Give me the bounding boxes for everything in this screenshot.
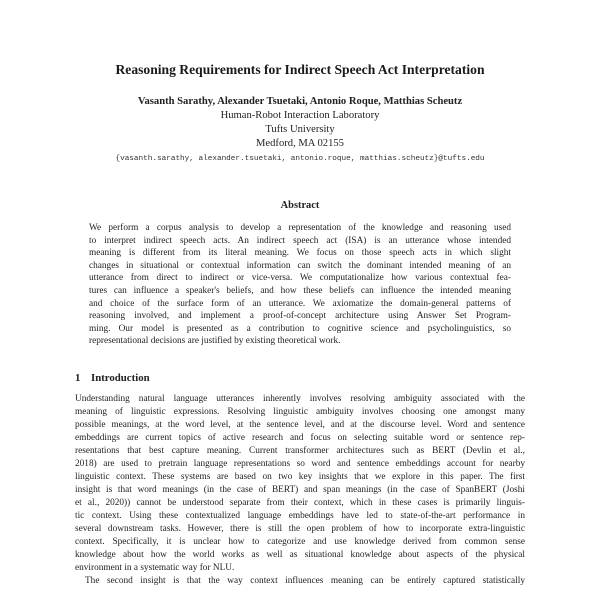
intro-line: insight is that word meanings (in the case of BERT) and span meanings (in the case of SpanBERT (Joshi (75, 485, 525, 495)
intro-line: embeddings are current topics of active research and focus on selecting suitable word or sentence rep- (75, 433, 525, 443)
intro-line: 2018) are used to pretrain language representations so word and sentence embeddings account for nearby (75, 459, 525, 469)
intro-line: et al., 2020)) cannot be understood separate from their context, which in these cases is primarily linguis- (75, 498, 525, 508)
author-block (0, 95, 600, 166)
intro-line: context. Specifically, it is unclear how to categorize and use knowledge derived from common sense (75, 537, 525, 547)
intro-line: resentations that best capture meaning. Current transformer architectures such as BERT (Devlin et al., (75, 446, 525, 456)
abstract-line: reasoning involved, and implement a proof-of-concept architecture using Answer Set Program- (89, 311, 511, 322)
abstract-line: meaning is different from its literal meaning. We focus on those speech acts in which slight (89, 248, 511, 259)
location: Medford, MA 02155 (256, 138, 344, 149)
affiliation: Human-Robot Interaction Laboratory (220, 110, 380, 121)
abstract-heading: Abstract (280, 200, 320, 211)
intro-line: environment in a systematic way for NLU. (75, 563, 235, 573)
intro-line: tic context. Using these contextualized language embeddings have led to state-of-the-art performance in (75, 511, 525, 521)
intro-line: linguistic context. These systems are based on two key insights that we explore in this paper. The first (75, 472, 525, 482)
intro-line: Understanding natural language utterances inherently involves resolving ambiguity associated with the (75, 394, 525, 404)
abstract-line: utterance from direct to indirect or vice-versa. We computationalize how various contextual fea- (89, 273, 511, 284)
abstract-line: and choice of the surface form of an utterance. We axiomatize the domain-general patterns of (89, 298, 511, 309)
intro-line: several downstream tasks. However, there is still the open problem of how to incorporate extra-linguistic (75, 524, 525, 534)
intro-line: possible meanings, at the word level, at the sentence level, and at the discourse level. Word and sentence (75, 420, 525, 430)
author-emails: {vasanth.sarathy, alexander.tsuetaki, antonio.roque, matthias.scheutz}@tufts.edu (115, 155, 485, 163)
author-names: Vasanth Sarathy, Alexander Tsuetaki, Antonio Roque, Matthias Scheutz (137, 96, 463, 107)
section-number: 1 (75, 372, 81, 384)
section-heading-introduction (75, 371, 150, 385)
abstract-line: representational decisions are justified by existing theoretical work. (89, 336, 341, 347)
section-title: Introduction (91, 372, 150, 384)
intro-line: The second insight is that the way context influences meaning can be entirely captured statistically (85, 576, 525, 586)
intro-line: knowledge about how the world works as well as situational knowledge about aspects of the physical (75, 550, 525, 560)
abstract-line: ming. Our model is presented as a contribution to cognitive science and psycholinguistics, so (89, 323, 511, 334)
intro-line: meaning of linguistic expressions. Resolving linguistic ambiguity involves choosing one amongst many (75, 407, 525, 417)
abstract-line: changes in situational or contextual information can switch the dominant intended meaning of an (89, 260, 511, 271)
introduction-body (75, 393, 525, 588)
paper-title: Reasoning Requirements for Indirect Speech Act Interpretation (115, 62, 485, 77)
abstract-body (89, 222, 511, 348)
abstract-line: to interpret indirect speech acts. An indirect speech act (ISA) is an utterance whose intended (89, 235, 511, 246)
abstract-line: We perform a corpus analysis to develop a representation of the knowledge and reasoning used (89, 223, 511, 233)
university: Tufts University (265, 124, 335, 135)
abstract-line: tures can influence a speaker's beliefs, and how these beliefs can influence the intended meaning (89, 285, 511, 296)
